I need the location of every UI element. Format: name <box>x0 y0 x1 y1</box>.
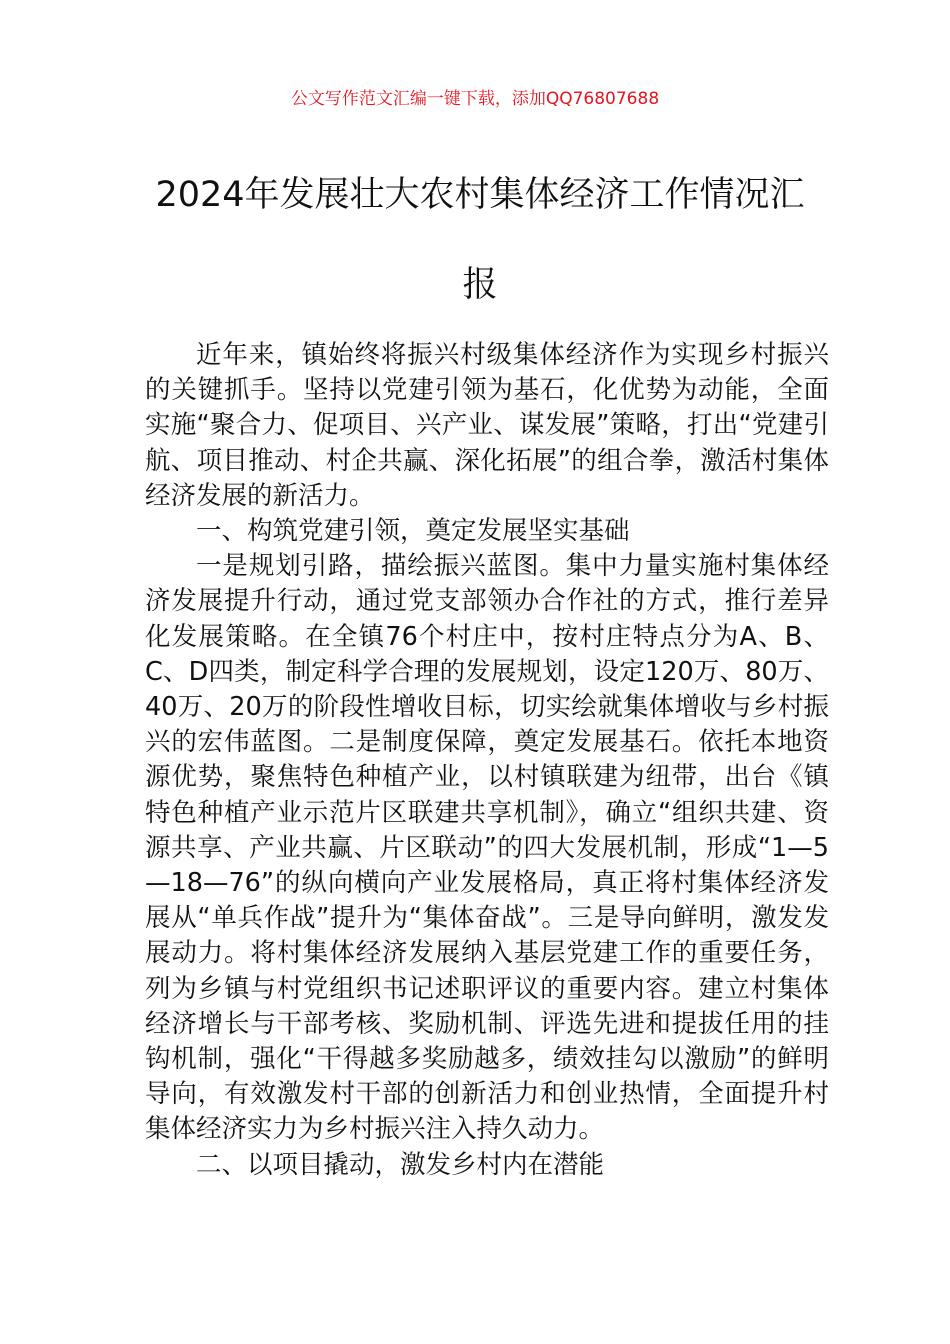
watermark-banner: 公文写作范文汇编一键下载，添加QQ76807688 <box>290 89 660 109</box>
intro-paragraph: 近年来，镇始终将振兴村级集体经济作为实现乡村振兴的关键抓手。坚持以党建引领为基石，化优势为动能，全面实施“聚合力、促项目、兴产业、谋发展”策略，打出“党建引航、项目推动、村企共赢、深化拓展”的组合拳，激活村集体经济发展的新活力。 <box>145 340 829 511</box>
section-heading-1: 一、构筑党建引领，奠定发展坚实基础 <box>196 516 630 547</box>
document-body <box>145 338 829 1183</box>
section-1-paragraph: 一是规划引路，描绘振兴蓝图。集中力量实施村集体经济发展提升行动，通过党支部领办合作社的方式，推行差异化发展策略。在全镇76个村庄中，按村庄特点分为A、B、C、D四类，制定科学合理的发展规划，设定120万、80万、40万、20万的阶段性增收目标，切实绘就集体增收与乡村振兴的宏伟蓝图。二是制度保障，奠定发展基石。依托本地资源优势，聚焦特色种植产业，以村镇联建为纽带，出台《镇特色种植产业示范片区联建共享机制》，确立“组织共建、资源共享、产业共赢、片区联动”的四大发展机制，形成“1—5—18—76”的纵向横向产业发展格局，真正将村集体经济发展从“单兵作战”提升为“集体奋战”。三是导向鲜明，激发发展动力。将村集体经济发展纳入基层党建工作的重要任务，列为乡镇与村党组织书记述职评议的重要内容。建立村集体经济增长与干部考核、奖励机制、评选先进和提拔任用的挂钩机制，强化“干得越多奖励越多，绩效挂勾以激励”的鲜明导向，有效激发村干部的创新活力和创业热情，全面提升村集体经济实力为乡村振兴注入持久动力。 <box>145 551 829 1145</box>
document-title: 2024年发展壮大农村集体经济工作情况汇报 <box>155 175 805 305</box>
section-heading-2: 二、以项目撬动，激发乡村内在潜能 <box>196 1149 605 1180</box>
